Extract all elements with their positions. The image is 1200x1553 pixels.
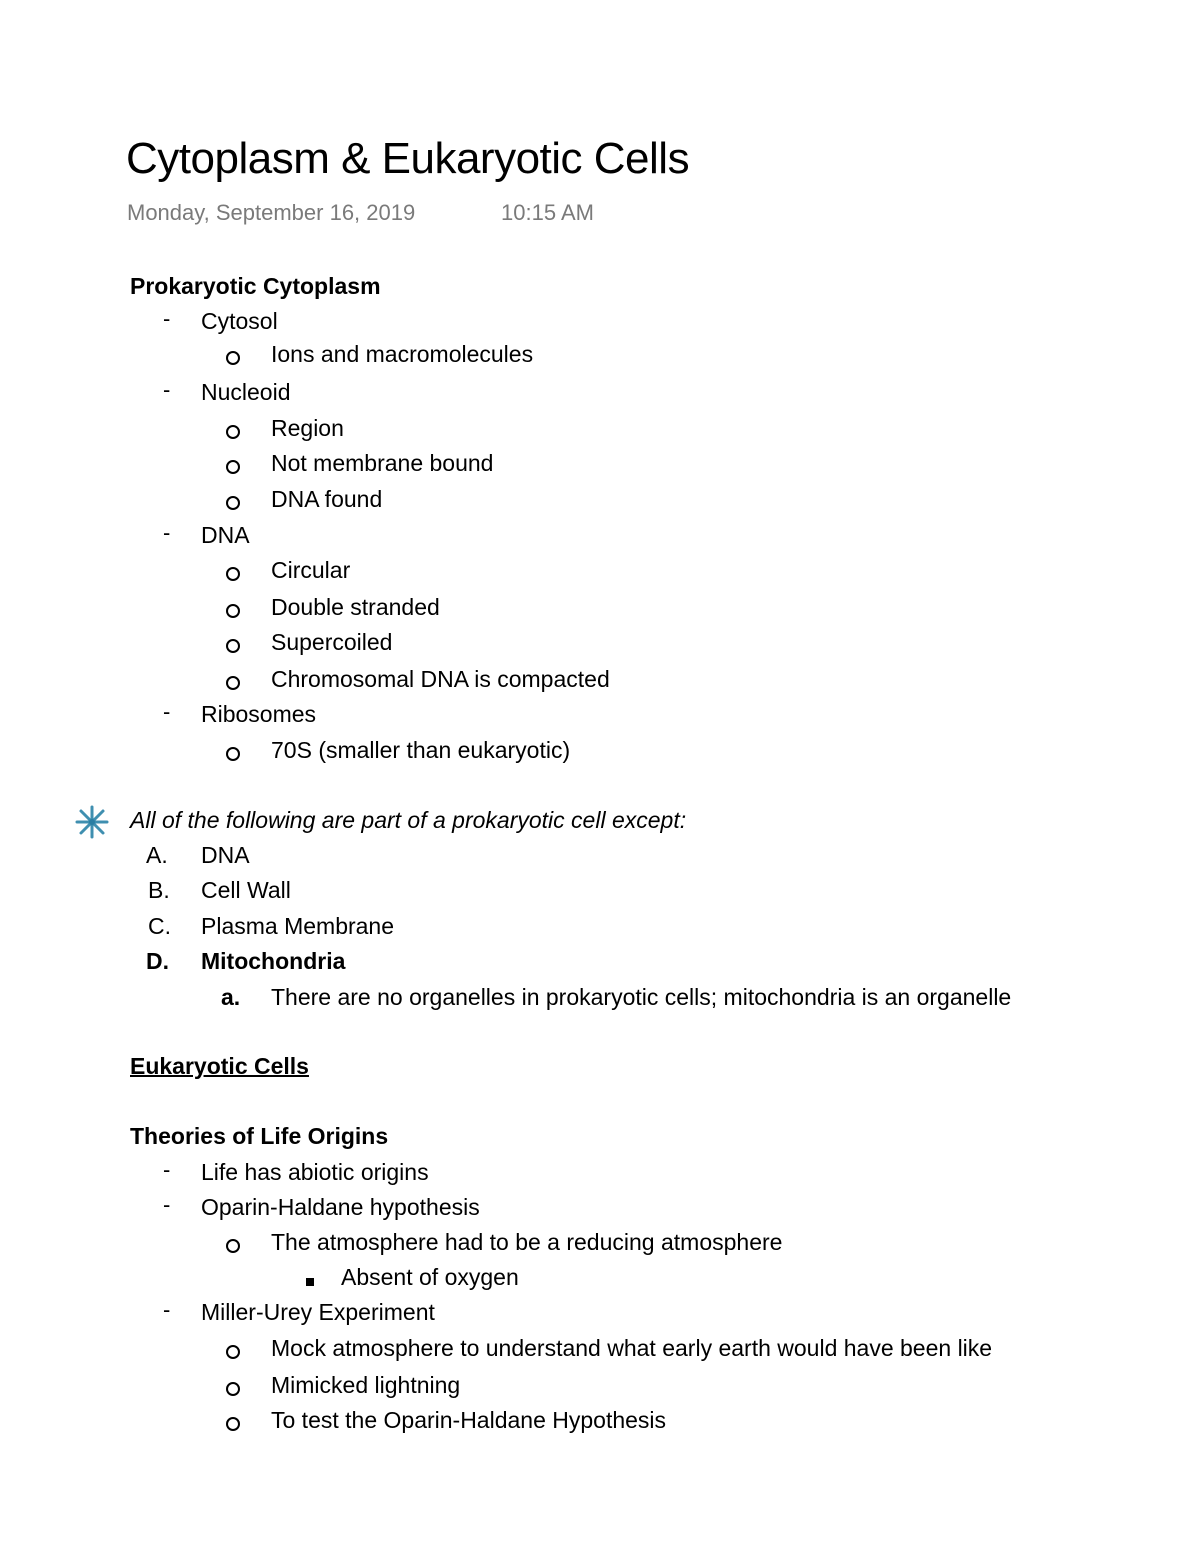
list-item-text: 70S (smaller than eukaryotic)	[271, 737, 571, 763]
circle-bullet-icon	[226, 488, 240, 518]
circle-bullet-icon	[226, 343, 240, 373]
list-item-text: Supercoiled	[271, 629, 393, 655]
list-item-text: The atmosphere had to be a reducing atmosphere	[271, 1229, 783, 1255]
option-text: DNA	[201, 842, 250, 868]
list-item-text: Double stranded	[271, 594, 440, 620]
option-label: D.	[146, 948, 169, 974]
page-title: Cytoplasm & Eukaryotic Cells	[126, 134, 690, 183]
circle-bullet-icon	[226, 452, 240, 482]
dash-bullet-icon: -	[163, 377, 171, 402]
circle-bullet-icon	[226, 1374, 240, 1404]
list-item-text: Life has abiotic origins	[201, 1159, 429, 1185]
list-item-text: Not membrane bound	[271, 450, 494, 476]
list-item-text: Ions and macromolecules	[271, 341, 534, 367]
circle-bullet-icon	[226, 559, 240, 589]
page-date: Monday, September 16, 2019	[127, 200, 416, 225]
circle-bullet-icon	[226, 668, 240, 698]
square-bullet-icon	[306, 1264, 314, 1294]
list-item-text: DNA	[201, 522, 250, 548]
explanation-text: There are no organelles in prokaryotic cells; mitochondria is an organelle	[271, 984, 1012, 1010]
circle-bullet-icon	[226, 417, 240, 447]
circle-bullet-icon	[226, 1231, 240, 1261]
option-text: Plasma Membrane	[201, 913, 395, 939]
list-item-text: Absent of oxygen	[341, 1264, 519, 1290]
circle-bullet-icon	[226, 596, 240, 626]
list-item-text: Circular	[271, 557, 351, 583]
list-item-text: Cytosol	[201, 308, 278, 334]
list-item-text: Miller-Urey Experiment	[201, 1299, 435, 1325]
option-label: C.	[148, 913, 171, 939]
circle-bullet-icon	[226, 739, 240, 769]
page-timestamp	[127, 200, 594, 226]
list-item-text: Nucleoid	[201, 379, 291, 405]
dash-bullet-icon: -	[163, 1297, 171, 1322]
list-item-text: Chromosomal DNA is compacted	[271, 666, 610, 692]
section-heading-theories: Theories of Life Origins	[130, 1123, 389, 1149]
circle-bullet-icon	[226, 1337, 240, 1367]
section-heading-eukaryotic: Eukaryotic Cells	[130, 1053, 309, 1079]
dash-bullet-icon: -	[163, 699, 171, 724]
list-item-text: Region	[271, 415, 344, 441]
circle-bullet-icon	[226, 631, 240, 661]
asterisk-star-icon	[74, 804, 110, 840]
list-item-text: Mock atmosphere to understand what early earth would have been like	[271, 1335, 993, 1361]
circle-bullet-icon	[226, 1409, 240, 1439]
list-item-text: DNA found	[271, 486, 383, 512]
option-text: Cell Wall	[201, 877, 291, 903]
list-item-text: Ribosomes	[201, 701, 317, 727]
list-item-text: Oparin-Haldane hypothesis	[201, 1194, 480, 1220]
section-heading-prokaryotic: Prokaryotic Cytoplasm	[130, 273, 381, 299]
list-item-text: Mimicked lightning	[271, 1372, 461, 1398]
page-time: 10:15 AM	[501, 200, 594, 225]
dash-bullet-icon: -	[163, 520, 171, 545]
list-item-text: To test the Oparin-Haldane Hypothesis	[271, 1407, 667, 1433]
question-prompt: All of the following are part of a prokaryotic cell except:	[130, 807, 687, 833]
dash-bullet-icon: -	[163, 306, 171, 331]
explanation-label: a.	[221, 984, 241, 1010]
option-label: B.	[148, 877, 170, 903]
option-text: Mitochondria	[201, 948, 346, 974]
dash-bullet-icon: -	[163, 1192, 171, 1217]
dash-bullet-icon: -	[163, 1157, 171, 1182]
option-label: A.	[146, 842, 168, 868]
